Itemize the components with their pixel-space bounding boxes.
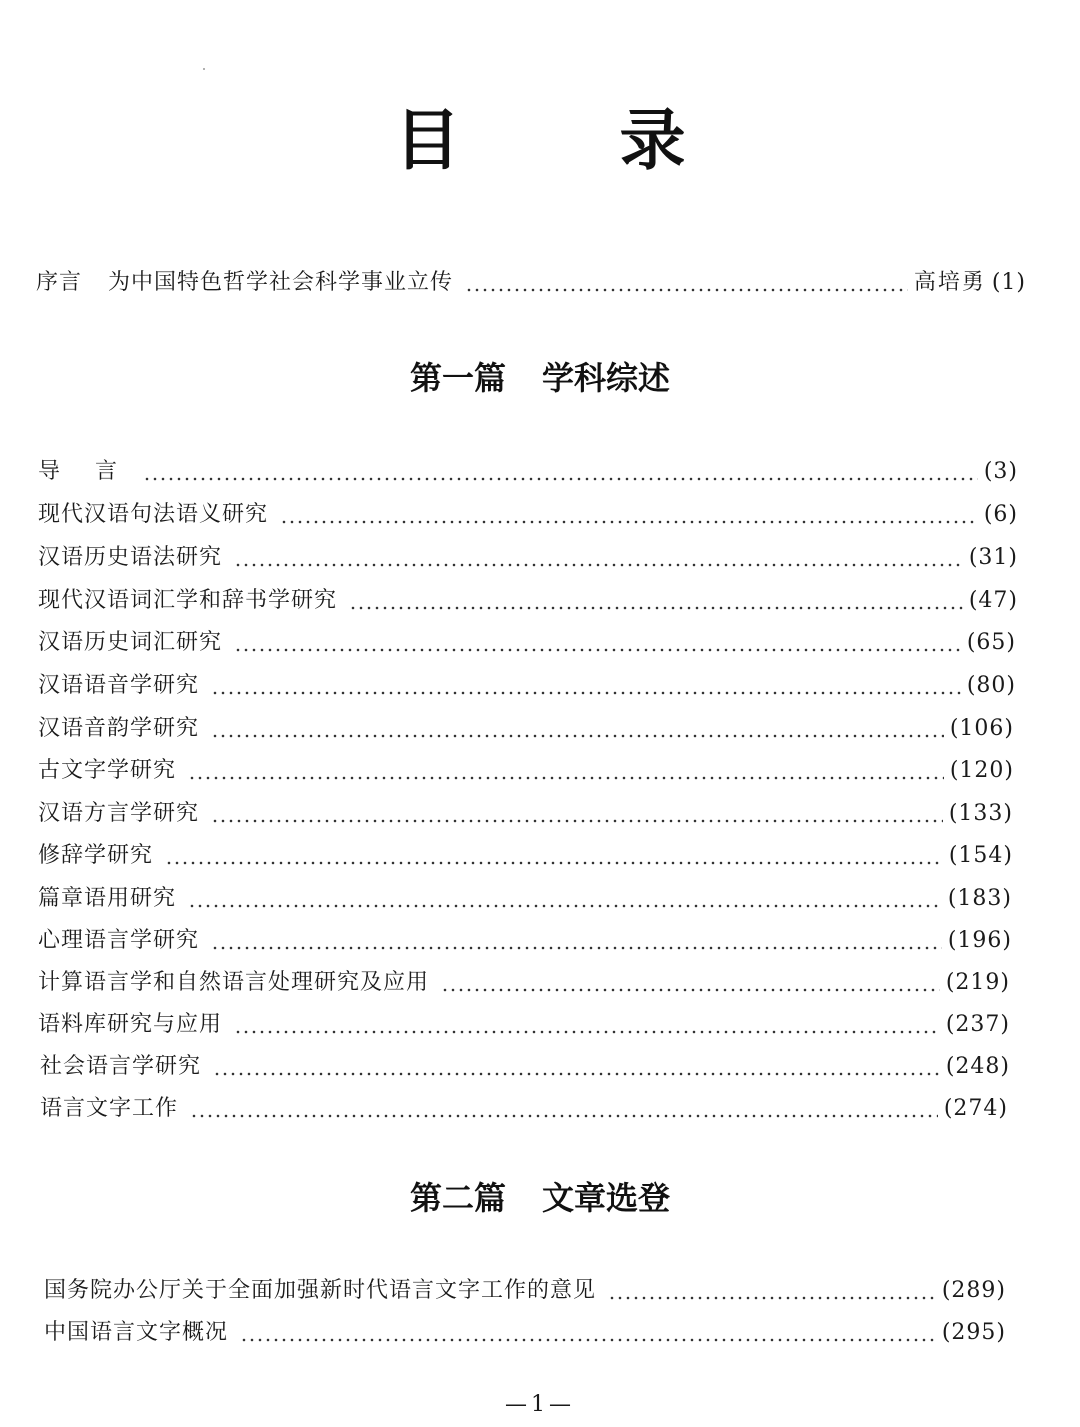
toc-entry-title: 汉语语音学研究: [38, 673, 200, 698]
dot-leader: [234, 541, 963, 575]
part1-heading: [0, 356, 1080, 400]
toc-entry-page: (31): [968, 545, 1018, 570]
dot-leader: [211, 797, 943, 831]
toc-entry[interactable]: [38, 712, 1014, 746]
toc-entry-page: (133): [948, 801, 1013, 826]
toc-entry-preface[interactable]: [36, 266, 1026, 300]
toc-entry-title: 篇章语用研究: [38, 886, 177, 911]
toc-entry-title: 导 言: [38, 459, 131, 484]
toc-entry-title: 心理语言学研究: [38, 928, 200, 953]
part2-title: 文章选登: [542, 1179, 671, 1217]
toc-entry[interactable]: [38, 924, 1012, 958]
dot-leader: [188, 882, 942, 916]
toc-entry[interactable]: [38, 541, 1018, 575]
dot-leader: [190, 1092, 938, 1126]
toc-entry[interactable]: [38, 966, 1010, 1000]
toc-entry-page: (120): [949, 758, 1014, 783]
toc-entry-page: (80): [966, 673, 1016, 698]
toc-entry-page: (289): [941, 1278, 1006, 1303]
dot-leader: [465, 266, 908, 300]
toc-entry-title: 语料库研究与应用: [38, 1012, 223, 1037]
dot-leader: [349, 584, 963, 618]
dot-leader: [165, 839, 943, 873]
toc-entry-title: 汉语历史词汇研究: [38, 630, 223, 655]
dot-leader: [608, 1274, 936, 1308]
toc-entry-title: 修辞学研究: [38, 843, 154, 868]
dot-leader: [143, 455, 978, 489]
toc-entry-page: (248): [945, 1054, 1010, 1079]
toc-entry-title: 中国语言文字概况: [44, 1320, 229, 1345]
part1-label: 第一篇: [409, 359, 506, 397]
dot-leader: [280, 498, 978, 532]
toc-entry-title: 现代汉语词汇学和辞书学研究: [38, 588, 338, 613]
dot-leader: [188, 754, 944, 788]
scan-speck: [203, 68, 205, 70]
preface-page: (1): [991, 270, 1026, 295]
dot-leader: [211, 669, 961, 703]
dot-leader: [240, 1316, 936, 1350]
toc-entry-title: 计算语言学和自然语言处理研究及应用: [38, 970, 430, 995]
part1-title: 学科综述: [542, 359, 671, 397]
toc-entry-page: (183): [947, 886, 1012, 911]
toc-entry-title: 汉语方言学研究: [38, 801, 200, 826]
preface-title: 为中国特色哲学社会科学事业立传: [108, 270, 454, 295]
toc-entry-page: (196): [947, 928, 1012, 953]
toc-entry[interactable]: [38, 882, 1012, 916]
preface-author: 高培勇: [913, 270, 986, 295]
toc-entry-page: (154): [948, 843, 1013, 868]
toc-entry-title: 语言文字工作: [40, 1096, 179, 1121]
toc-entry[interactable]: [44, 1316, 1006, 1350]
toc-entry[interactable]: [38, 797, 1013, 831]
toc-entry[interactable]: [38, 498, 1018, 532]
dot-leader: [234, 626, 961, 660]
toc-entry-title: 汉语历史语法研究: [38, 545, 223, 570]
part2-heading: [0, 1176, 1080, 1220]
toc-entry-page: (295): [941, 1320, 1006, 1345]
toc-entry[interactable]: [38, 754, 1014, 788]
toc-entry[interactable]: [40, 1092, 1008, 1126]
toc-entry-page: (274): [943, 1096, 1008, 1121]
dot-leader: [211, 924, 942, 958]
toc-entry-page: (3): [983, 459, 1018, 484]
toc-entry-page: (237): [945, 1012, 1010, 1037]
toc-entry-page: (106): [949, 716, 1014, 741]
toc-entry[interactable]: [38, 584, 1018, 618]
preface-prefix: 序言: [36, 270, 83, 295]
toc-entry-title: 汉语音韵学研究: [38, 716, 200, 741]
toc-entry[interactable]: [38, 1008, 1010, 1042]
dot-leader: [211, 712, 944, 746]
dot-leader: [441, 966, 940, 1000]
page-number: —1—: [505, 1392, 575, 1417]
toc-entry-title: 现代汉语句法语义研究: [38, 502, 269, 527]
toc-entry-page: (65): [966, 630, 1016, 655]
toc-entry-page: (6): [983, 502, 1018, 527]
toc-entry-title: 古文字学研究: [38, 758, 177, 783]
dot-leader: [213, 1050, 940, 1084]
page-title: 目 录: [394, 102, 754, 179]
toc-entry[interactable]: [44, 1274, 1006, 1308]
part2-label: 第二篇: [409, 1179, 506, 1217]
toc-entry[interactable]: [38, 626, 1016, 660]
toc-entry-title: 社会语言学研究: [40, 1054, 202, 1079]
toc-entry[interactable]: [40, 1050, 1010, 1084]
toc-entry[interactable]: [38, 669, 1016, 703]
toc-entry-page: (47): [968, 588, 1018, 613]
dot-leader: [234, 1008, 940, 1042]
toc-entry-page: (219): [945, 970, 1010, 995]
toc-entry-title: 国务院办公厅关于全面加强新时代语言文字工作的意见: [44, 1278, 597, 1303]
toc-entry[interactable]: [38, 455, 1018, 489]
toc-entry[interactable]: [38, 839, 1013, 873]
